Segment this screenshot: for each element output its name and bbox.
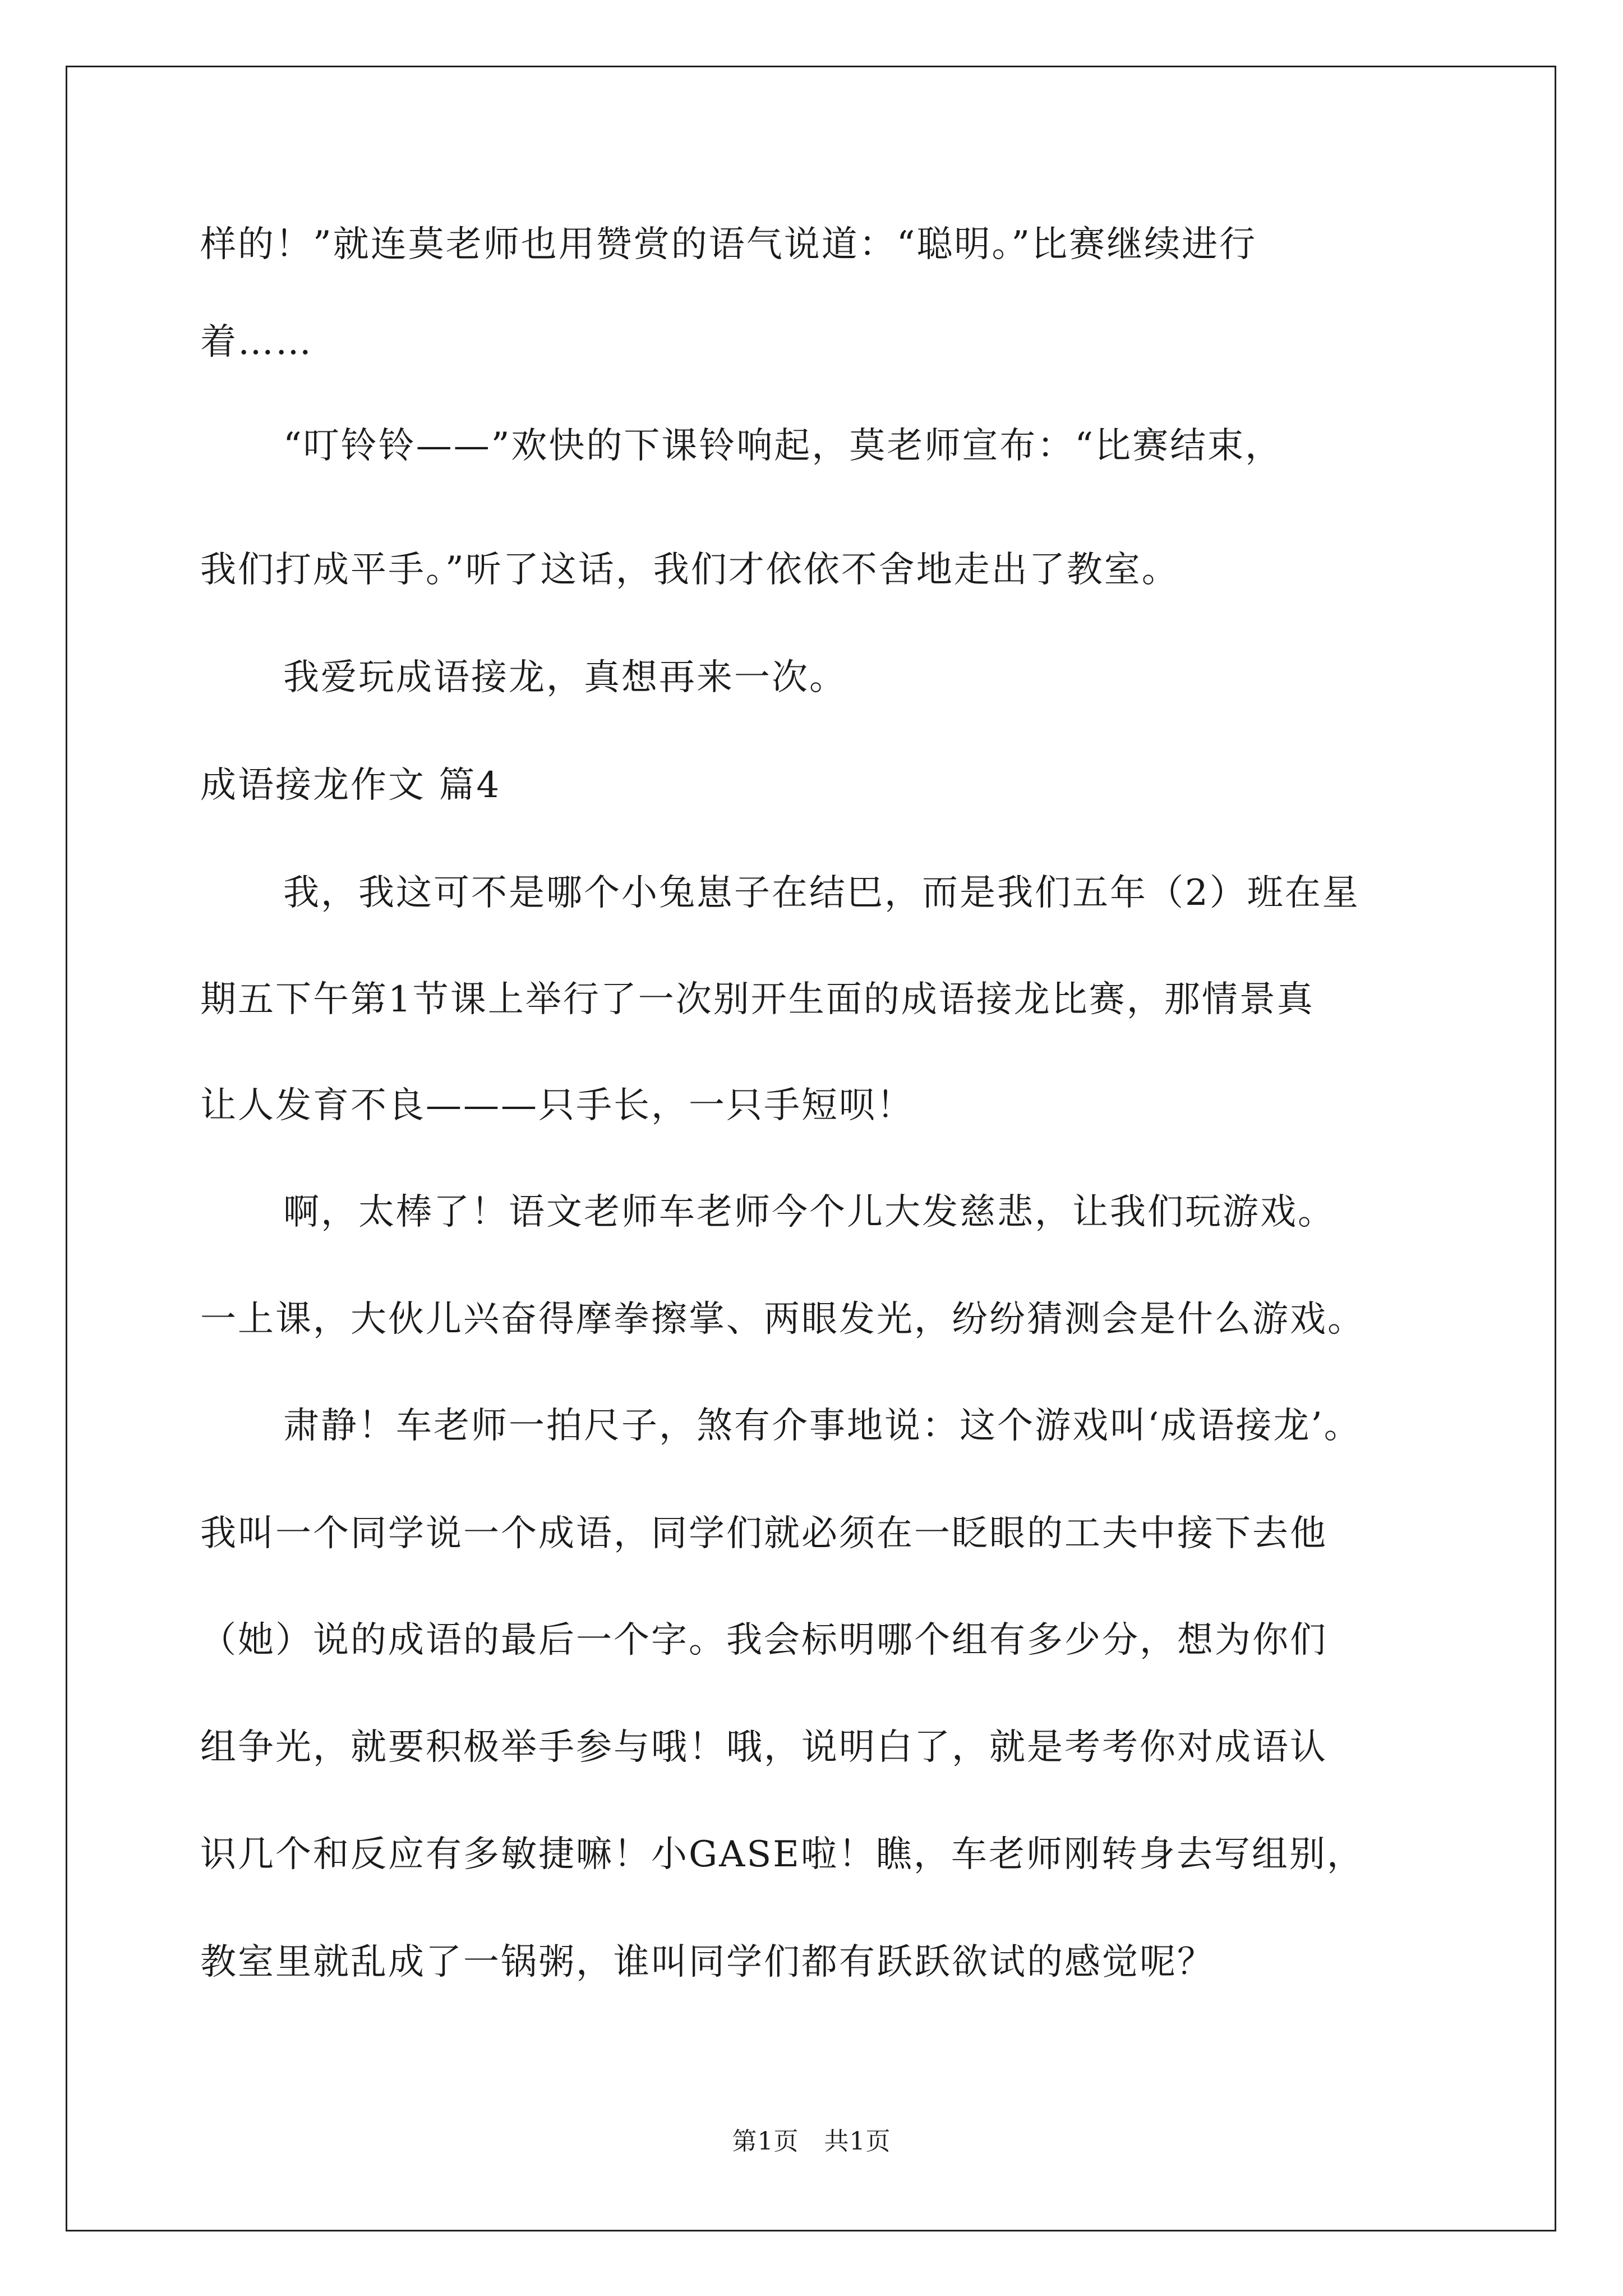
body-line-9: 啊，太棒了！语文老师车老师今个儿大发慈悲，让我们玩游戏。 xyxy=(283,1191,1335,1233)
body-line-8: 让人发育不良———只手长，一只手短呗！ xyxy=(200,1085,914,1126)
body-line-15: 识几个和反应有多敏捷嘛！小GASE啦！瞧，车老师刚转身去写组别， xyxy=(200,1834,1364,1875)
body-line-10: 一上课，大伙儿兴奋得摩拳擦掌、两眼发光，纷纷猜测会是什么游戏。 xyxy=(200,1299,1365,1340)
body-line-5: 我爱玩成语接龙，真想再来一次。 xyxy=(283,657,847,698)
body-line-3: “叮铃铃——”欢快的下课铃响起，莫老师宣布：“比赛结束， xyxy=(283,425,1283,467)
body-line-16: 教室里就乱成了一锅粥，谁叫同学们都有跃跃欲试的感觉呢？ xyxy=(200,1941,1215,1983)
body-line-1: 样的！”就连莫老师也用赞赏的语气说道：“聪明。”比赛继续进行 xyxy=(200,224,1257,265)
body-line-12: 我叫一个同学说一个成语，同学们就必须在一眨眼的工夫中接下去他 xyxy=(200,1513,1327,1554)
section-heading: 成语接龙作文 篇4 xyxy=(200,765,501,806)
body-line-7: 期五下午第1节课上举行了一次别开生面的成语接龙比赛，那情景真 xyxy=(200,979,1315,1020)
body-line-11: 肃静！车老师一拍尺子，煞有介事地说：这个游戏叫‘成语接龙’。 xyxy=(283,1405,1362,1447)
body-line-14: 组争光，就要积极举手参与哦！哦，说明白了，就是考考你对成语认 xyxy=(200,1727,1327,1768)
body-line-4: 我们打成平手。”听了这话，我们才依依不舍地走出了教室。 xyxy=(200,549,1179,591)
body-line-2: 着…… xyxy=(200,321,313,363)
body-line-13: （她）说的成语的最后一个字。我会标明哪个组有多少分，想为你们 xyxy=(200,1619,1327,1661)
body-line-6: 我，我这可不是哪个小兔崽子在结巴，而是我们五年（2）班在星 xyxy=(283,872,1360,914)
page-footer: 第1页 共1页 xyxy=(732,2127,891,2156)
page-border xyxy=(66,66,1556,2231)
